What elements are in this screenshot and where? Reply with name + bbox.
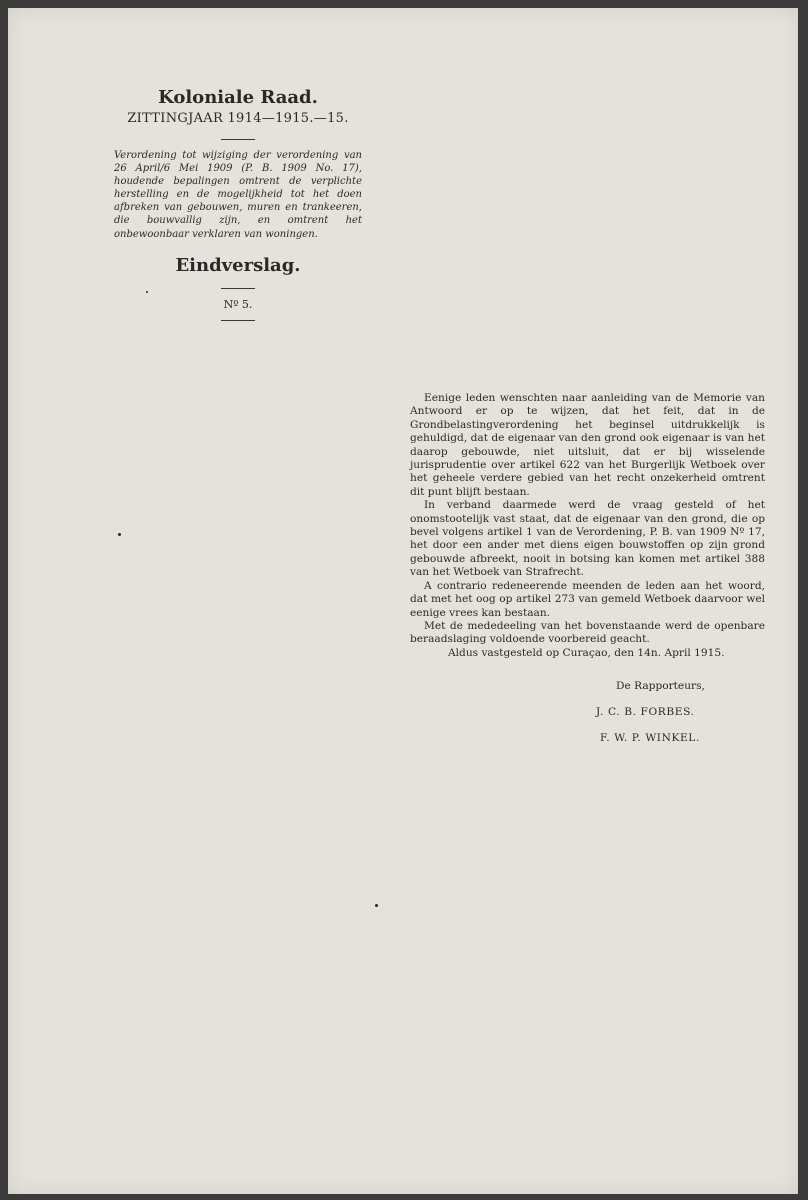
report-number: Nº 5. bbox=[223, 297, 253, 311]
rapporteurs-label: De Rapporteurs, bbox=[616, 680, 705, 692]
paper-speck bbox=[118, 533, 121, 536]
rapporteur-name: F. W. P. WINKEL. bbox=[600, 732, 700, 744]
number-divider bbox=[221, 320, 255, 321]
rapporteur-name: J. C. B. FORBES. bbox=[596, 706, 695, 718]
document-header bbox=[110, 86, 366, 330]
body-paragraph: In verband daarmede werd de vraag gesteld of het onomstootelijk vast staat, dat de eigenaar van den grond, die op bevel volgens artikel 1 van de Verordening, P. B. van 1909 Nº 17, het door een ander met diens eigen bouwstoffen op zijn grond gebouwde afbreekt, nooit in botsing kan komen met artikel 388 van het Wetboek van Strafrecht. bbox=[410, 499, 765, 579]
body-paragraph: Met de mededeeling van het bovenstaande werd de openbare beraadslaging voldoende voorbereid geacht. bbox=[410, 619, 765, 646]
report-type: Eindverslag. bbox=[175, 254, 301, 276]
council-title: Koloniale Raad. bbox=[158, 87, 318, 108]
paper-speck bbox=[146, 291, 148, 293]
report-divider bbox=[221, 288, 255, 289]
closing-line: Aldus vastgesteld op Curaçao, den 14n. April 1915. bbox=[448, 646, 725, 659]
report-body bbox=[410, 392, 765, 660]
header-divider bbox=[221, 139, 255, 140]
body-paragraph: Eenige leden wenschten naar aanleiding van de Memorie van Antwoord er op te wijzen, dat het feit, dat in de Grondbelastingverordening het beginsel uitdrukkelijk is gehuldigd, dat de eigenaar van den grond ook eigenaar is van het daarop gebouwde, niet uitsluit, dat er bij wisselende jurisprudentie over artikel 622 van het Burgerlijk Wetboek over het geheele verdere gebied van het recht onzekerheid omtrent dit punt blijft bestaan. bbox=[410, 392, 765, 498]
session-year: ZITTINGJAAR 1914—1915.—15. bbox=[127, 111, 349, 126]
body-paragraph: A contrario redeneerende meenden de leden aan het woord, dat met het oog op artikel 273 van gemeld Wetboek daarvoor wel eenige vrees kan bestaan. bbox=[410, 579, 765, 619]
ordinance-description: Verordening tot wijziging der verordening van 26 April/6 Mei 1909 (P. B. 1909 No. 17), houdende bepalingen omtrent de verplichte herstelling en de mogelijkheid tot het doen afbreken van gebouwen, muren en trankeeren, die bouwvallig zijn, en omtrent het onbewoonbaar verklaren van woningen. bbox=[114, 150, 362, 240]
paper-speck bbox=[375, 904, 378, 907]
